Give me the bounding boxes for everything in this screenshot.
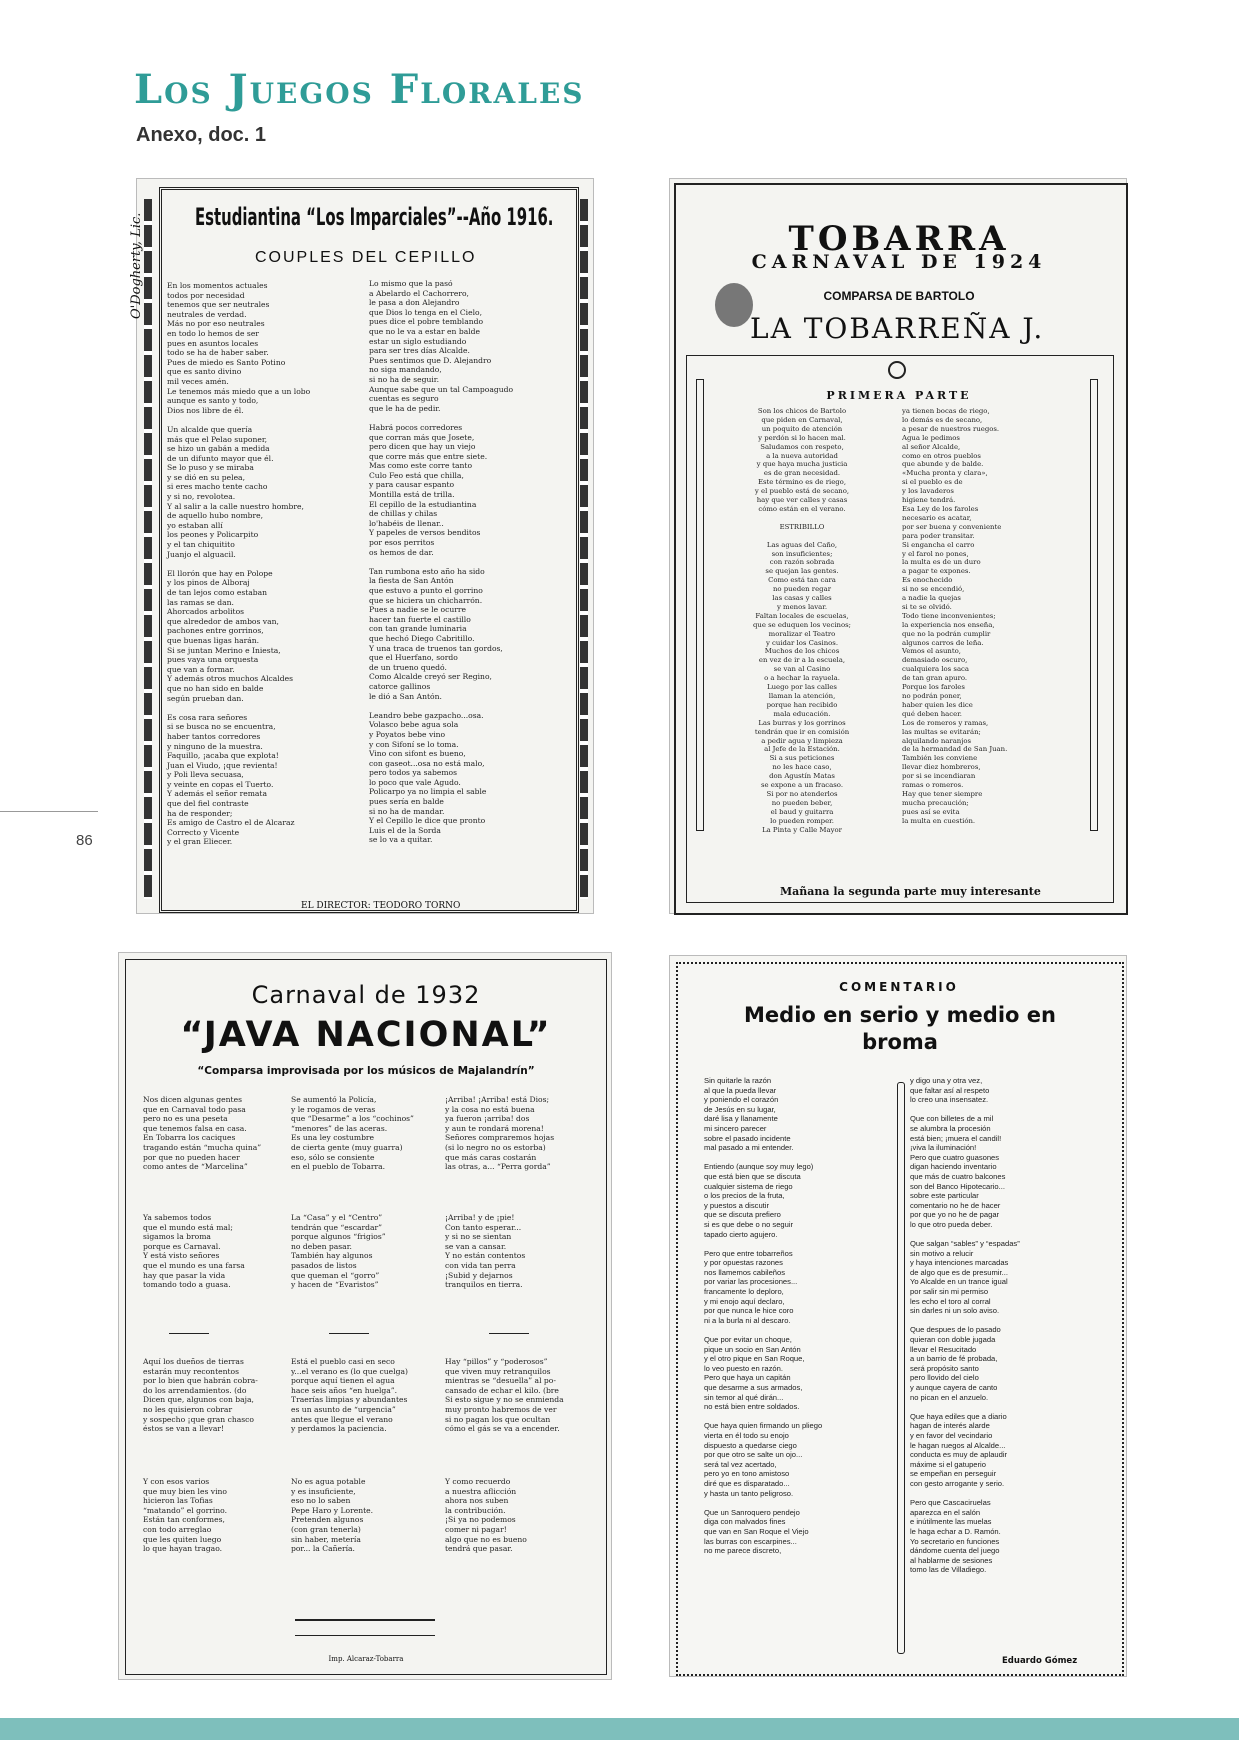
verse-block: Nos dicen algunas gentes que en Carnaval todo pasa pero no es una peseta que tenemos falsa en casa. En Tobarra los caciques tragando están “mucha quina” por que no pueden hacer como antes de “Marcelina” bbox=[143, 1095, 262, 1172]
document-subtitle: CARNAVAL DE 1924 bbox=[751, 251, 1047, 273]
document-footer: Mañana la segunda parte muy interesante bbox=[780, 885, 1041, 898]
flourish-ornament-icon bbox=[295, 1619, 435, 1636]
carnival-mask-icon bbox=[715, 283, 753, 327]
comparsa-name: “JAVA NACIONAL” bbox=[180, 1015, 552, 1055]
verse-block: Y como recuerdo a nuestra aflicción ahora nos suben la contribución. ¡Si ya no podemos comer ni pagar! algo que no es bueno tendrá que pasar. bbox=[445, 1477, 527, 1554]
page-number-rule bbox=[0, 811, 98, 812]
document-1916-estudiantina bbox=[129, 178, 594, 914]
verse-column-right: ya tienen bocas de riego, lo demás es de secano, a pesar de nuestros ruegos. Agua le pedimos al señor Alcalde, como en otros pueblos que abunde y de balde. «Mucha pronta y clara», si el pueblo es de y los lavaderos higiene tendrá. Esa Ley de los faroles necesario es acatar, por ser buena y conveniente para poder transitar. Si engancha el carro y el farol no pones, la multa es de un duro a pagar te expones. Es enochecido si no se encendió, a nadie la quejas si te se olvidó. Todo tiene inconvenientes; la experiencia nos enseña, que no la podrán cumplir algunos carros de leña. Vemos el asunto, demasiado oscuro, cualquiera los saca de tan gran apuro. Porque los faroles no podrán poner, haber quien les dice qué deben hacer. Los de romeros y ramas, las multas se evitarán; alquilando naranjos de la hermandad de San Juan. También les conviene llevar diez hombreros, por si se incendiaran ramas o romeros. Hay que tener siempre mucha precaución; pues así se evita la multa en cuestión. bbox=[902, 407, 1008, 825]
column-divider bbox=[897, 1082, 905, 1654]
circle-ornament-icon bbox=[888, 361, 906, 379]
page-title: Los Juegos Florales bbox=[134, 66, 585, 113]
document-heading: COMENTARIO bbox=[839, 980, 959, 994]
verse-column-left: Sin quitarle la razón al que la pueda llevar y poniendo el corazón de Jesús en su lugar, daré lisa y llanamente mi sincero parecer sobre el pasado incidente mal pasado a mi entender. Entiendo (aunque soy muy lego) que está bien que se discuta cualquier sistema de riego o los precios de la fruta, y puestos a discutir que se discuta prefiero si es que debe o no seguir tapado cierto agujero. Pero que entre tobarreños y por opuestas razones nos llamemos cabileños por variar las procesiones... francamente lo deploro, y mi enojo aquí declaro, por que nunca le hice coro ni a la burla ni al descaro. Que por evitar un choque, pique un socio en San Antón y el otro pique en San Roque, lo veo puesto en razón. Pero que haya un capitán que desarme a sus armados, sin temor al qué dirán... no está bien entre soldados. Que haya quien firmando un pliego vierta en él todo su enojo dispuesto a quedarse ciego por que otro se salte un ojo... será tal vez acertado, pero yo en tono amistoso diré que es disparatado... y hasta un tanto peligroso. Que un Sanroquero pendejo diga con malvados fines que van en San Roque el Viejo las burras con escarpines... no me parece discreto, bbox=[704, 1076, 823, 1556]
document-title: Carnaval de 1932 bbox=[251, 981, 481, 1009]
verse-column-left: En los momentos actuales todos por necesidad tenemos que ser neutrales neutrales de verdad. Más no por eso neutrales en todo lo hemos de ser pues en asuntos locales todo se ha de haber saber. Pues de miedo es Santo Potino que es santo divino mil veces amén. Le tenemos más miedo que a un lobo aunque es santo y todo, Dios nos libre de él. Un alcalde que quería más que el Pelao suponer, se hizo un gabán a medida de un difunto mayor que él. Se lo puso y se miraba y se dió en su pelea, si eres macho tente cacho y si no, revolotea. Y al salir a la calle nuestro hombre, de aquello hubo nombre, yo estaban allí los peones y Policarpito y el tan chiquitito Juanjo el alguacil. El llorón que hay en Polope y los pinos de Alboraj de tan lejos como estaban las ramas se dan. Ahorcados arbolitos que alrededor de ambos van, pachones entre gorrinos, que buenas ligas harán. Si se juntan Merino e Iniesta, pues vaya una orquesta que van a formar. Y además otros muchos Alcaldes que no han sido en balde según prueban dan. Es cosa rara señores si se busca no se encuentra, haber tantos corredores y ninguno de la muestra. Faquillo, ¡acaba que explota! Juan el Viudo, ¡que revienta! y Poli lleva secuasa, y veinte en copas el Tuerto. Y además el señor remata que del fiel contraste ha de responder; Es amigo de Castro el de Alcaraz Correcto y Vicente y el gran Eliecer. bbox=[167, 281, 311, 847]
section-divider bbox=[329, 1333, 369, 1334]
left-column-bar bbox=[696, 379, 704, 831]
document-title: TOBARRA bbox=[788, 219, 1010, 259]
document-title: Estudiantina “Los Imparciales”--Año 1916. bbox=[195, 203, 554, 231]
verse-block: Y con esos varios que muy bien les vino hicieron las Tofias “matando” el gorrino. Están tan conformes, con todo arreglao que les quiten luego lo que hayan tragao. bbox=[143, 1477, 228, 1554]
verse-column-right: Lo mismo que la pasó a Abelardo el Cachorrero, le pasa a don Alejandro que Dios lo tenga en el Cielo, pues dice el pobre temblando que no le va a estar en balde estar un siglo estudiando para ser tres días Alcalde. Pues sentimos que D. Alejandro no siga mandando, si no ha de seguir. Aunque sabe que un tal Campoagudo cuentas es seguro que le ha de pedir. Habrá pocos corredores que corran más que Josete, pero dicen que hay un viejo que corre más que entre siete. Mas como este corre tanto Culo Feo está que chilla, y para causar espanto Montilla está de trilla. El cepillo de la estudiantina de chillas y chilas lo'habéis de llenar.. Y papeles de versos benditos por esos perritos os hemos de dar. Tan rumbona esto año ha sido la fiesta de San Antón que estuvo a punto el gorrino que se hiciera un chicharrón. Pues a nadie se le ocurre hacer tan fuerte el castillo con tan grande luminaria que hechó Diego Cabritillo. Y una traca de truenos tan gordos, que el Huerfano, sordo de un trueno quedó. Como Alcalde creyó ser Regino, catorce gallinos le dió a San Antón. Leandro bebe gazpacho...osa. Volasco bebe agua sola y Poyatos bebe vino y con Sifoní se lo toma. Vino con sifont es bueno, con gaseot...osa no está malo, pero todos ya sabemos lo poco que vale Agudo. Policarpo ya no limpia el sable pues sería en balde si no ha de mandar. Y el Cepillo le dice que pronto Luis el de la Sorda se lo va a quitar. bbox=[369, 279, 514, 845]
verse-column-right: y digo una y otra vez, que faltar así al respeto lo creo una insensatez. Que con billetes de a mil se alumbra la procesión está bien; ¡muera el candil! ¡viva la iluminación! Pero que cuatro guasones digan haciendo inventario que más de cuatro balcones son del Banco Hipotecario... sobre este particular comentario no he de hacer por que yo no he de pagar lo que otro pueda deber. Que salgan “sables” y “espadas” sin motivo a relucir y haya intenciones marcadas de algo que es de presumir... Yo Alcalde en un trance igual por salir sin mi permiso les echo el toro al corral sin darles ni un solo aviso. Que despues de lo pasado quieran con doble jugada llevar el Resucitado a un barrio de fé probada, será propósito santo pero llovido del cielo y aunque cayera de canto no pican en el anzuelo. Que haya ediles que a diario hagan de interés alarde y en favor del vecindario le hagan ruegos al Alcalde... conducta es muy de aplaudir máxime si el gatuperio se empeñan en perseguir con gesto arrogante y serio. Pero que Cascaciruelas aparezca en el salón e inútilmente las muelas le haga echar a D. Ramón. Yo secretario en funciones dándome cuenta del juego al hablarme de sesiones tomo las de Villadiego. bbox=[910, 1076, 1020, 1575]
page-number: 86 bbox=[76, 832, 93, 849]
comparsa-label: COMPARSA DE BARTOLO bbox=[823, 289, 975, 303]
verse-block: ¡Arriba! y de ¡pie! Con tanto esperar... y si no se sientan se van a cansar. Y no están contentos con vida tan perra ¡Subid y dejarnos tranquilos en tierra. bbox=[445, 1213, 526, 1290]
document-signature: Eduardo Gómez bbox=[1002, 1656, 1078, 1666]
comparsa-name: LA TOBARREÑA J. bbox=[750, 312, 1045, 345]
verse-block: Está el pueblo casi en seco y...el verano es (lo que cuelga) porque aquí tienen el agua hace seis años “en huelga”. Traerías limpias y abundantes es un asunto de “urgencia” antes que llegue el verano y perdamos la paciencia. bbox=[291, 1357, 408, 1434]
document-subtitle: COUPLES DEL CEPILLO bbox=[255, 249, 477, 266]
right-column-bar bbox=[1090, 379, 1098, 831]
verse-block: Aquí los dueños de tierras estarán muy recontentos por lo bien que habrán cobra- do los arrendamientos. (do Dicen que, algunos con baja, no les quisieron cobrar y sospecho ¡que gran chasco éstos se van a llevar! bbox=[143, 1357, 258, 1434]
printer-credit: Imp. Alcaraz-Tobarra bbox=[328, 1655, 404, 1663]
verse-block: La “Casa” y el “Centro” tendrán que “escardar” porque algunos “frigios” no deben pasar. También hay algunos pasados de listos que queman el “gorro” y hacen de “Evaristos” bbox=[291, 1213, 386, 1290]
footer-color-bar bbox=[0, 1718, 1239, 1740]
page-subtitle: Anexo, doc. 1 bbox=[136, 124, 267, 146]
section-heading: PRIMERA PARTE bbox=[826, 389, 972, 402]
left-ornament-bar bbox=[144, 199, 152, 899]
verse-block: Hay “pillos” y “poderosos” que viven muy retranquilos mientras se “desuella” al po- cansado de echar el kilo. (bre Si esto sigue y no se enmienda muy pronto habremos de ver si no pagan los que ocultan cómo el gás se va a encender. bbox=[445, 1357, 564, 1434]
verse-column-left: Son los chicos de Bartolo que piden en Carnaval, un poquito de atención y perdón si lo hacen mal. Saludamos con respeto, a la nueva autoridad y que haya mucha justicia es de gran necesidad. Este término es de riego, y el pueblo está de secano, hay que ver calles y casas cómo están en el verano. ESTRIBILLO Las aguas del Caño, son insuficientes; con razón sobrada se quejan las gentes. Como está tan cara no pueden regar las casas y calles y menos lavar. Faltan locales de escuelas, que se eduquen los vecinos; moralizar el Teatro y cuidar los Casinos. Muchos de los chicos en vez de ir a la escuela, se van al Casino o a hechar la rayuela. Luego por las calles llaman la atención, porque han recibido mala educación. Las burras y los gorrinos tendrán que ir en comisión a pedir agua y limpieza al Jefe de la Estación. Si a sus peticiones no les hace caso, don Agustín Matas se expone a un fracaso. Si por no atenderlos no pueden beber, el baud y guitarra lo pueden romper. La Pinta y Calle Mayor bbox=[753, 407, 851, 834]
verse-block: Se aumentó la Policía, y le rogamos de veras que “Desarme” a los “cochinos” “menores” de las aceras. Es una ley costumbre de cierta gente (muy guarra) eso, sólo se consiente en el pueblo de Tobarra. bbox=[291, 1095, 414, 1172]
document-signature: EL DIRECTOR: TEODORO TORNO bbox=[301, 901, 461, 911]
verse-block: No es agua potable y es insuficiente, eso no lo saben Pepe Haro y Lorente. Pretenden algunos (con gran tenerla) sin haber, metería por... la Cañería. bbox=[291, 1477, 374, 1554]
right-ornament-bar bbox=[580, 199, 588, 899]
document-title: Medio en serio y medio en broma bbox=[744, 1003, 1056, 1054]
document-1932-java-nacional bbox=[118, 952, 612, 1680]
verse-block: Ya sabemos todos que el mundo está mal; sigamos la broma porque es Carnaval. Y está visto señores que el mundo es una farsa hay que pasar la vida tomando todo a guasa. bbox=[143, 1213, 245, 1290]
section-divider bbox=[169, 1333, 209, 1334]
verse-block: ¡Arriba! ¡Arriba! está Dios; y la cosa no está buena ya fueron ¡arriba! dos y aun te rondará morena! Señores compraremos hojas (si lo negro no os estorba) que más caras costarán las otras, a... “Perra gorda” bbox=[445, 1095, 555, 1172]
handwritten-note: O'Dogherty, Lic. bbox=[129, 212, 144, 319]
document-subtitle: “Comparsa improvisada por los músicos de Majalandrín” bbox=[197, 1065, 535, 1077]
document-comentario bbox=[669, 955, 1127, 1677]
section-divider bbox=[489, 1333, 529, 1334]
document-1924-tobarrena bbox=[669, 178, 1127, 914]
